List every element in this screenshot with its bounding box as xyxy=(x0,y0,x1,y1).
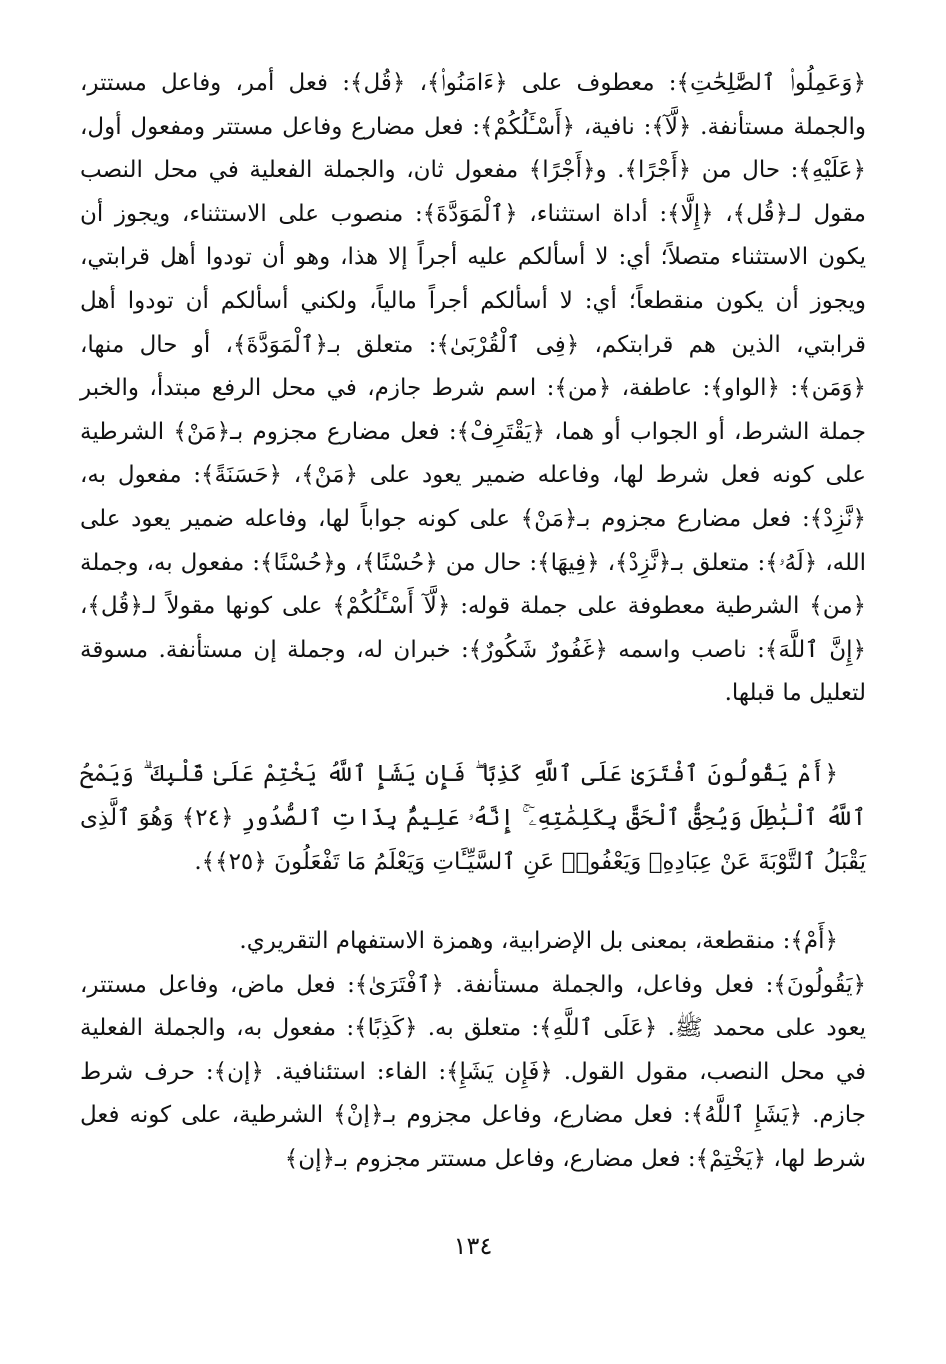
commentary-paragraph-yaqulun: ﴿يَقُولُونَ﴾: فعل وفاعل، والجملة مستأنفة. ﴿ٱفْتَرَىٰ﴾: فعل ماض، وفاعل مستتر، يعود على محمد ﷺ. ﴿عَلَى ٱللَّهِ﴾: متعلق به. ﴿كَذِبًا﴾: مفعول به، والجملة الفعلية في محل النصب، مقول القول. ﴿فَإِن يَشَإِ﴾: الفاء: استئنافية. ﴿إن﴾: حرف شرط جازم. ﴿يَشَإِ ٱللَّهُ﴾: فعل مضارع، وفاعل مجزوم بـ﴿إنْ﴾ الشرطية، على كونه فعل شرط لها، ﴿يَخْتِمْ﴾: فعل مضارع، وفاعل مستتر مجزوم بـ﴿إن﴾ xyxy=(80,971,866,1172)
page-number: ١٣٤ xyxy=(453,1232,493,1260)
quran-verse: ﴿أَمْ يَقُولُونَ ٱفْتَرَىٰ عَلَى ٱللَّهِ كَذِبًا ۖ فَإِن يَشَإِ ٱللَّهُ يَخْتِمْ عَلَىٰ قَلْبِكَ ۗ وَيَمْحُ ٱللَّهُ ٱلْبَٰطِلَ وَيُحِقُّ ٱلْحَقَّ بِكَلِمَٰتِهِۦٓ ۚ إِنَّهُۥ عَلِيمٌۢ بِذَاتِ ٱلصُّدُورِ ﴿٢٤﴾ وَهُوَ ٱلَّذِى يَقْبَلُ ٱلتَّوْبَةَ عَنْ عِبَادِهِۦ وَيَعْفُوا۟ عَنِ ٱلسَّيِّـَٔاتِ وَيَعْلَمُ مَا تَفْعَلُونَ ﴿٢٥﴾﴾. xyxy=(80,760,866,875)
commentary-paragraph-am: ﴿أَمْ﴾: منقطعة، بمعنى بل الإضرابية، وهمزة الاستفهام التقريري. xyxy=(239,927,838,954)
commentary-paragraph: ﴿وَعَمِلُوا۟ ٱلصَّٰلِحَٰتِ﴾: معطوف على ﴿ءَامَنُوا۟﴾، ﴿قُل﴾: فعل أمر، وفاعل مستتر، والجملة مستأنفة. ﴿لَّآ﴾: نافية، ﴿أَسْـَٔلُكُمْ﴾: فعل مضارع وفاعل مستتر ومفعول أول، ﴿عَلَيْهِ﴾: حال من ﴿أَجْرًا﴾. و﴿أَجْرًا﴾ مفعول ثان، والجملة الفعلية في محل النصب مقول لـ﴿قُل﴾، ﴿إِلَّا﴾: أداة استثناء، ﴿ٱلْمَوَدَّةَ﴾: منصوب على الاستثناء، ويجوز أن يكون الاستثناء متصلاً؛ أي: لا أسألكم عليه أجراً إلا هذا، وهو أن تودوا أهل قرابتي، ويجوز أن يكون منقطعاً؛ أي: لا أسألكم أجراً مالياً، ولكني أسألكم أن تودوا أهل قرابتي، الذين هم قرابتكم، ﴿فِى ٱلْقُرْبَىٰ﴾: متعلق بـ﴿ٱلْمَوَدَّةَ﴾، أو حال منها، ﴿وَمَن﴾: ﴿الواو﴾: عاطفة، ﴿من﴾: اسم شرط جازم، في محل الرفع مبتدأ، والخبر جملة الشرط، أو الجواب أو هما، ﴿يَقْتَرِفْ﴾: فعل مضارع مجزوم بـ﴿مَنْ﴾ الشرطية على كونه فعل شرط لها، وفاعله ضمير يعود على ﴿مَنْ﴾، ﴿حَسَنَةً﴾: مفعول به، ﴿نَّزِدْ﴾: فعل مضارع مجزوم بـ﴿مَنْ﴾ على كونه جواباً لها، وفاعله ضمير يعود على الله، ﴿لَهُۥ﴾: متعلق بـ﴿نَّزِدْ﴾، ﴿فِيهَا﴾: حال من ﴿حُسْنًا﴾، و﴿حُسْنًا﴾: مفعول به، وجملة ﴿من﴾ الشرطية معطوفة على جملة قوله: ﴿لَّآ أَسْـَٔلُكُمْ﴾ على كونها مقولاً لـ﴿قُل﴾، ﴿إِنَّ ٱللَّهَ﴾: ناصب واسمه ﴿غَفُورٌ شَكُورٌ﴾: خبران له، وجملة إن مستأنفة. مسوقة لتعليل ما قبلها. xyxy=(80,70,866,707)
page-body xyxy=(80,62,866,1181)
